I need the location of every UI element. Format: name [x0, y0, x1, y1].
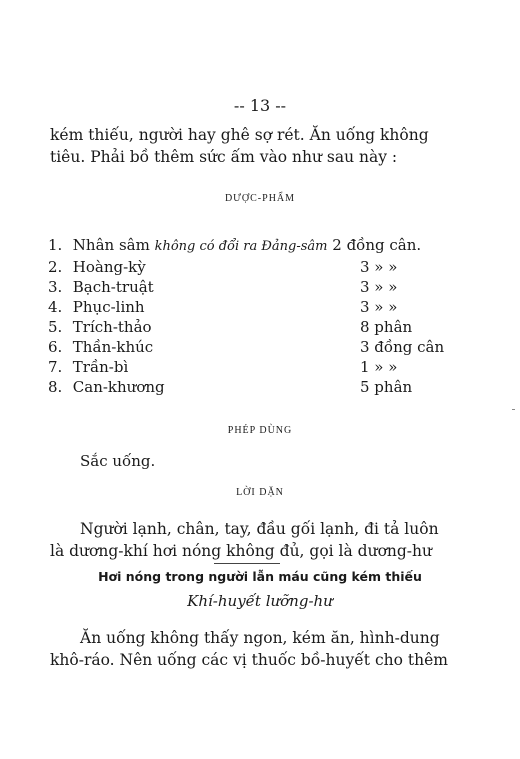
- margin-mark: [512, 409, 515, 410]
- section-divider: [214, 563, 280, 564]
- ingredient-qty: 3 » »: [360, 258, 398, 276]
- page-number: -- 13 --: [233, 96, 287, 115]
- closing-line-2: khô-ráo. Nên uống các vị thuốc bồ-huyết cho thêm: [50, 651, 448, 669]
- closing-paragraph: [50, 627, 448, 671]
- ingredient-name: Bạch-truật: [72, 278, 154, 296]
- ingredient-name: Can-khương: [72, 378, 165, 396]
- ingredient-row: [48, 278, 398, 298]
- ingredient-number: 3.: [48, 278, 63, 296]
- ingredient-qty: 2 đồng cân.: [332, 236, 422, 254]
- advice-paragraph: [50, 518, 439, 562]
- ingredient-name: Trích-thảo: [72, 318, 152, 336]
- ingredient-number: 7.: [48, 358, 63, 376]
- advice-line-2: là dương-khí hơi nóng không đủ, gọi là dương-hư: [50, 542, 433, 560]
- intro-line-2: tiêu. Phải bồ thêm sức ấm vào như sau này :: [50, 148, 398, 166]
- usage-heading: PHÉP DÙNG: [227, 425, 293, 436]
- ingredient-number: 2.: [48, 258, 63, 276]
- ingredient-name: Trần-bì: [72, 358, 129, 376]
- intro-line-1: kém thiếu, người hay ghê sợ rét. Ăn uống không: [50, 126, 429, 144]
- subheading: Hơi nóng trong người lẫn máu cũng kém thiếu: [98, 569, 422, 584]
- closing-line-1: Ăn uống không thấy ngon, kém ăn, hình-dung: [80, 629, 440, 647]
- ingredient-row: [48, 236, 421, 254]
- ingredient-row: [48, 338, 445, 358]
- ingredient-qty: 3 đồng cân: [360, 338, 445, 356]
- ingredients-heading: DƯỢC-PHẨM: [224, 193, 296, 204]
- ingredient-row: [48, 258, 398, 278]
- intro-paragraph: [50, 124, 429, 168]
- ingredient-name: Thần-khúc: [72, 338, 154, 356]
- ingredient-qty: 3 » »: [360, 278, 398, 296]
- ingredient-row: [48, 318, 413, 338]
- ingredient-number: 6.: [48, 338, 63, 356]
- ingredient-name: Hoàng-kỳ: [72, 258, 146, 276]
- subheading-italic: Khí-huyết lưỡng-hư: [187, 592, 333, 610]
- ingredient-number: 8.: [48, 378, 63, 396]
- ingredient-qty: 5 phân: [360, 378, 413, 396]
- advice-line-1: Người lạnh, chân, tay, đầu gối lạnh, đi tả luôn: [80, 520, 439, 538]
- ingredient-row: [48, 378, 413, 398]
- ingredient-number: 1.: [48, 236, 63, 254]
- ingredient-qty: 1 » »: [360, 358, 398, 376]
- advice-heading: LỜI DẶN: [236, 487, 284, 498]
- ingredient-qty: 8 phân: [360, 318, 413, 336]
- ingredient-qty: 3 » »: [360, 298, 398, 316]
- usage-text: Sắc uống.: [80, 452, 156, 470]
- ingredient-row: [48, 298, 398, 318]
- ingredient-name: Phục-linh: [72, 298, 145, 316]
- ingredient-note: không có đổi ra Đảng-sâm: [154, 239, 328, 254]
- ingredient-name: Nhân sâm: [72, 236, 150, 254]
- ingredient-number: 5.: [48, 318, 63, 336]
- ingredient-number: 4.: [48, 298, 63, 316]
- ingredient-row: [48, 358, 398, 378]
